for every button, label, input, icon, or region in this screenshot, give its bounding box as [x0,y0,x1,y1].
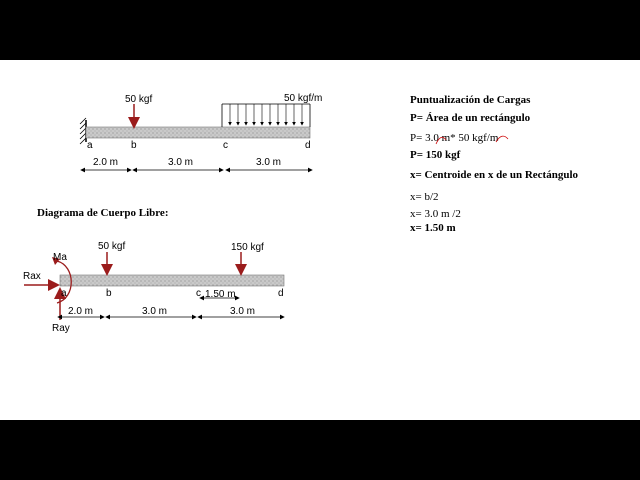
fbd-title: Diagrama de Cuerpo Libre: [37,207,169,219]
ray-label: Ray [52,323,70,334]
fbd-dim-ab-label: 2.0 m [68,306,94,317]
point-d-label: d [305,140,311,151]
fbd-dim-cd-label: 3.0 m [230,306,256,317]
fbd-point-d: d [278,288,284,299]
point-c-label: c [223,140,228,151]
rax-label: Rax [23,271,41,282]
centroid-dim-label: 1.50 m [205,289,236,300]
notes-heading: Puntualización de Cargas [410,94,531,106]
notes-line-1: P= Área de un rectángulo [410,112,531,124]
point-b-label: b [131,140,137,151]
slide-canvas [0,60,640,420]
fbd-resultant-label: 150 kgf [231,242,264,253]
moment-label: Ma [53,252,67,263]
notes-line-4: x= Centroide en x de un Rectángulo [410,169,579,181]
load-notes [410,94,579,234]
dim-cd-label: 3.0 m [256,157,282,168]
point-load-label: 50 kgf [125,94,153,105]
diagram-svg [0,60,640,420]
notes-line-6: x= 3.0 m /2 [410,208,461,220]
dim-ab-label: 2.0 m [93,157,119,168]
point-a-label: a [87,140,93,151]
fbd-load-b-label: 50 kgf [98,241,126,252]
top-beam-diagram [80,93,322,170]
fbd-point-c: c [196,288,201,299]
notes-line-7: x= 1.50 m [410,222,456,234]
notes-line-3: P= 150 kgf [410,149,461,161]
dim-bc-label: 3.0 m [168,157,194,168]
fbd-point-a: a [61,288,67,299]
top-beam [86,127,310,138]
fbd-diagram [23,241,284,334]
notes-line-2: P= 3.0 m* 50 kgf/m [410,132,499,144]
support-hatch [80,118,86,144]
notes-line-5: x= b/2 [410,191,439,203]
fbd-dim-bc-label: 3.0 m [142,306,168,317]
distributed-load-label: 50 kgf/m [284,93,323,104]
distributed-load [222,104,310,127]
fbd-beam [60,275,284,286]
fbd-point-b: b [106,288,112,299]
